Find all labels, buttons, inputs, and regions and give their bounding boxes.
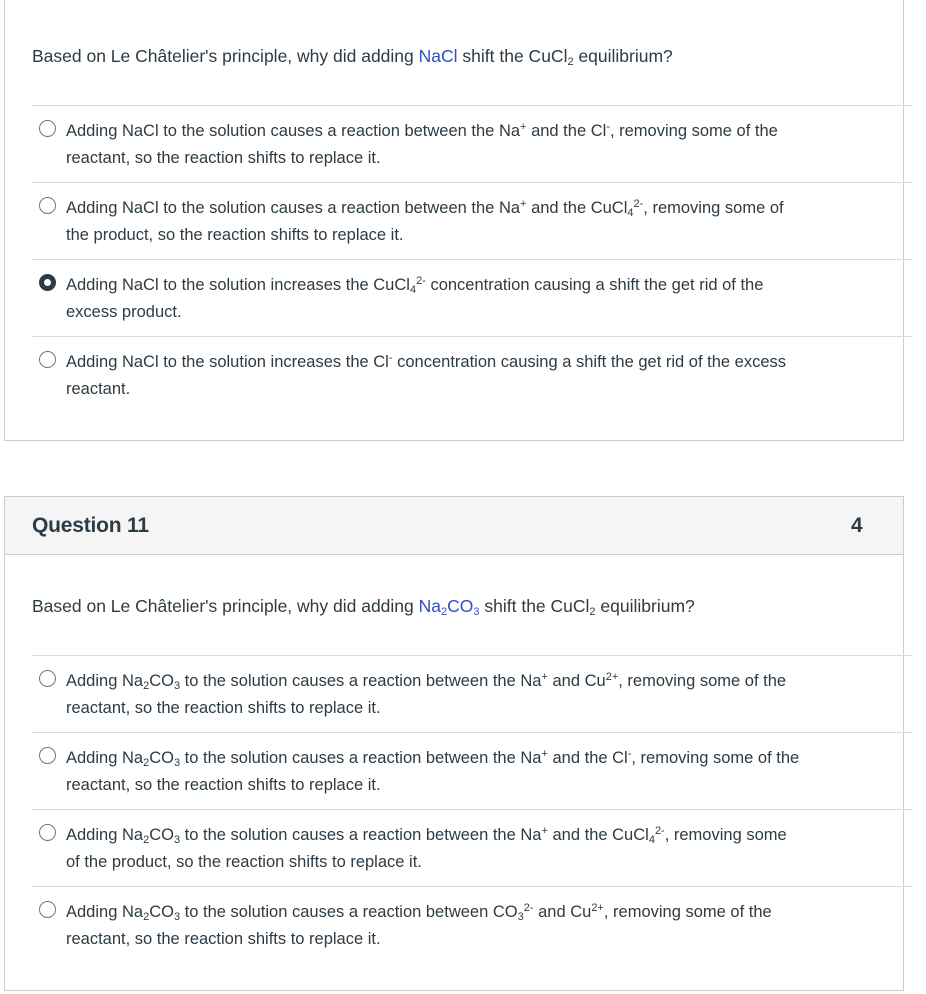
question-card-10: [4, 0, 904, 441]
answer-option[interactable]: [32, 336, 912, 413]
answer-option[interactable]: [32, 182, 912, 259]
answer-list: [32, 105, 912, 413]
radio-button[interactable]: [39, 197, 56, 214]
glossary-link-nacl[interactable]: NaCl: [418, 46, 458, 66]
question-stem: Based on Le Châtelier's principle, why did adding NaCl shift the CuCl$_2$ equilibrium?: [32, 46, 673, 68]
radio-button[interactable]: [39, 120, 56, 137]
answer-label[interactable]: Adding NaCl to the solution increases the Cl- concentration causing a shift the get rid of the excess reactant.: [66, 352, 787, 398]
answer-label[interactable]: Adding NaCl to the solution increases the CuCl$_4^{2-}$ concentration causing a shift the get rid of the excess product.: [66, 275, 764, 321]
answer-option-selected[interactable]: [32, 259, 912, 336]
answer-list: [32, 655, 912, 963]
radio-button[interactable]: [39, 901, 56, 918]
radio-button[interactable]: [39, 670, 56, 687]
radio-button-checked[interactable]: [39, 274, 56, 291]
answer-label[interactable]: Adding NaCl to the solution causes a reaction between the Na+ and the Cl-, removing some of the reactant, so the reaction shifts to replace it.: [66, 121, 778, 167]
answer-option[interactable]: [32, 809, 912, 886]
question-header: [5, 497, 903, 555]
question-points: 4: [851, 514, 863, 537]
answer-option[interactable]: [32, 732, 912, 809]
answer-option[interactable]: [32, 655, 912, 732]
answer-option[interactable]: [32, 105, 912, 182]
answer-label[interactable]: Adding $Na_2CO_3$ to the solution causes a reaction between the Na+ and $Cu^{2+}$, removing some of the reactant, so the reaction shifts to replace it.: [66, 671, 787, 717]
answer-label[interactable]: Adding NaCl to the solution causes a reaction between the Na+ and the CuCl$_4^{2-}$, removing some of the product, so the reaction shifts to replace it.: [66, 198, 784, 244]
radio-button[interactable]: [39, 747, 56, 764]
answer-label[interactable]: Adding $Na_2CO_3$ to the solution causes a reaction between $CO_3^{2-}$ and $Cu^{2+}$, removing some of the reactant, so the reaction shifts to replace it.: [66, 902, 772, 948]
radio-button[interactable]: [39, 824, 56, 841]
radio-button[interactable]: [39, 351, 56, 368]
answer-label[interactable]: Adding $Na_2CO_3$ to the solution causes a reaction between the Na+ and the CuCl$_4^{2-}$, removing some of the product, so the reaction shifts to replace it.: [66, 825, 787, 871]
glossary-link-na2co3[interactable]: $Na_2CO_3$: [418, 596, 480, 618]
question-title: Question 11: [32, 514, 149, 537]
answer-option[interactable]: [32, 886, 912, 963]
answer-label[interactable]: Adding $Na_2CO_3$ to the solution causes a reaction between the Na+ and the Cl-, removing some of the reactant, so the reaction shifts to replace it.: [66, 748, 800, 794]
question-stem: Based on Le Châtelier's principle, why did adding $Na_2CO_3$ shift the CuCl$_2$ equilibrium?: [32, 596, 695, 618]
question-card-11: [4, 496, 904, 991]
